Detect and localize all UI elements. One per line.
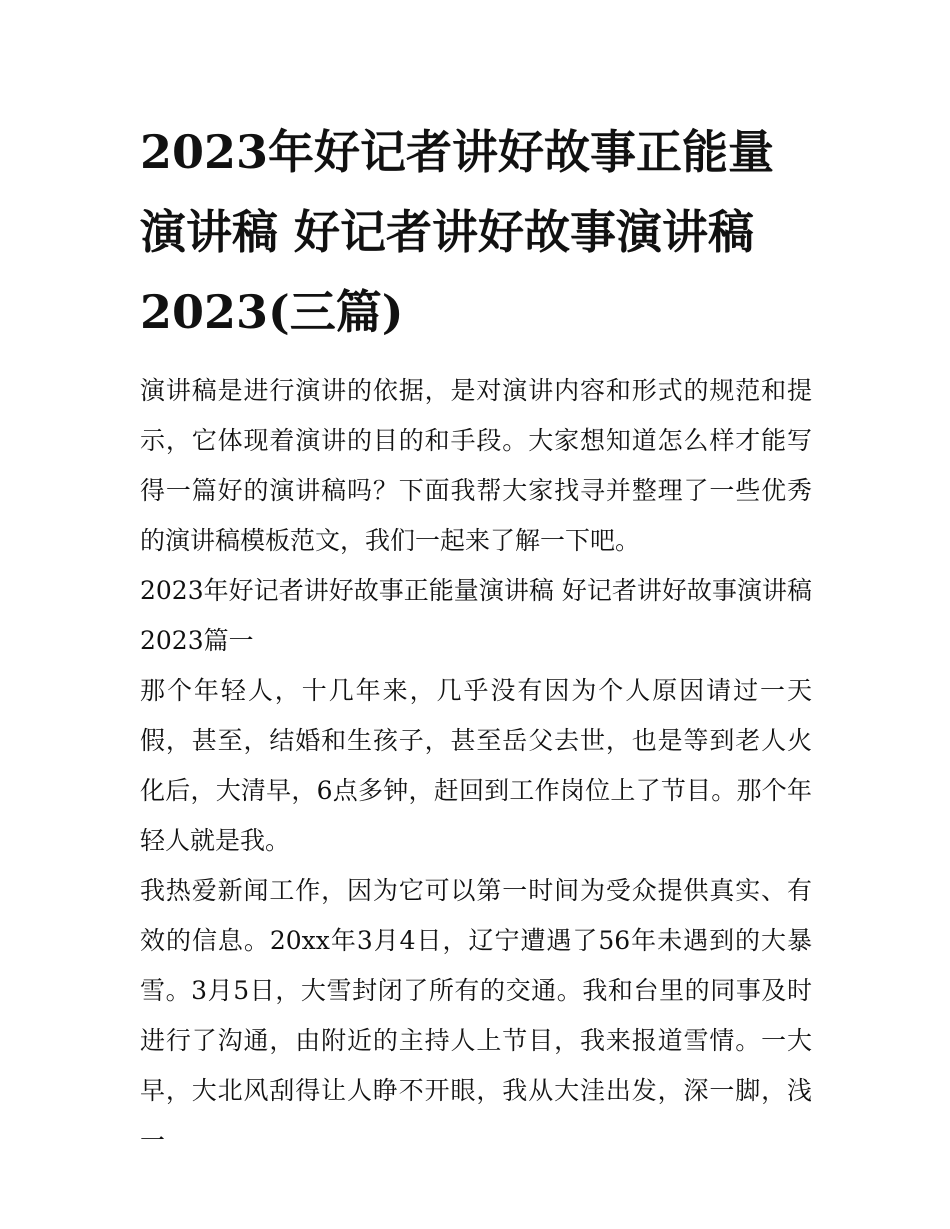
body-paragraph: 那个年轻人，十几年来，几乎没有因为个人原因请过一天假，甚至，结婚和生孩子，甚至岳父去世，也是等到老人火化后，大清早，6点多钟，赶回到工作岗位上了节目。那个年轻人就是我。 [140,676,812,855]
intro-paragraph: 演讲稿是进行演讲的依据，是对演讲内容和形式的规范和提示，它体现着演讲的目的和手段。大家想知道怎么样才能写得一篇好的演讲稿吗？下面我帮大家找寻并整理了一些优秀的演讲稿模板范文，我们一起来了解一下吧。 [140,376,812,555]
document-title: 2023年好记者讲好故事正能量演讲稿 好记者讲好故事演讲稿2023(三篇) [140,125,775,339]
document-page [140,112,812,1166]
body-paragraph: 我热爱新闻工作，因为它可以第一时间为受众提供真实、有效的信息。20xx年3月4日，辽宁遭遇了56年未遇到的大暴雪。3月5日，大雪封闭了所有的交通。我和台里的同事及时进行了沟通，由附近的主持人上节目，我来报道雪情。一大早，大北风刮得让人睁不开眼，我从大洼出发，深一脚，浅一 [140,876,812,1155]
section-heading: 2023年好记者讲好故事正能量演讲稿 好记者讲好故事演讲稿2023篇一 [140,576,812,655]
